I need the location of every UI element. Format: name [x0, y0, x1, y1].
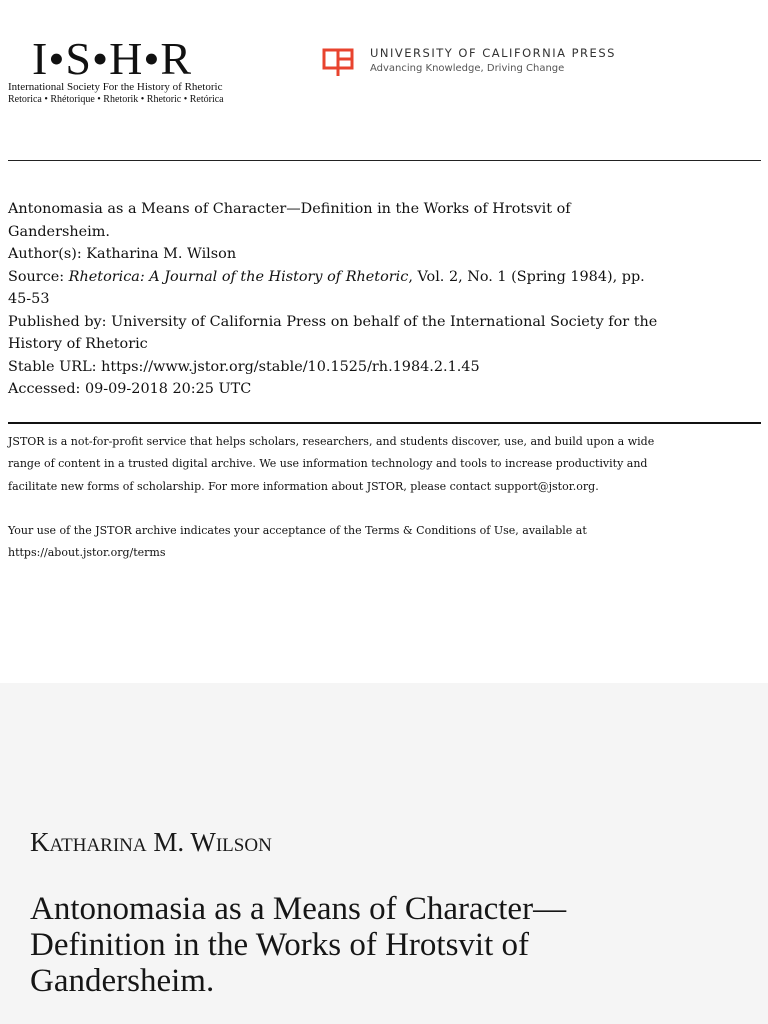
ishr-languages: Retorica • Rhétorique • Rhetorik • Rhetoric • Retórica — [8, 94, 224, 105]
terms-url[interactable]: https://about.jstor.org/terms — [8, 546, 166, 560]
header-divider — [8, 160, 761, 161]
notice-line: range of content in a trusted digital archive. We use information technology and tools to increase productivity and — [8, 457, 648, 471]
article-publisher: Published by: University of California Press on behalf of the International Society for the — [8, 313, 658, 330]
source-journal: Rhetorica: A Journal of the History of Rhetoric — [68, 268, 409, 285]
article-title-line: Antonomasia as a Means of Character—Definition in the Works of Hrotsvit of — [8, 201, 571, 217]
scan-title-line: Antonomasia as a Means of Character— — [30, 891, 567, 927]
article-source — [8, 266, 763, 289]
article-title-line: Gandersheim. — [8, 223, 110, 240]
ishr-mark: I•S•H•R — [32, 33, 193, 84]
notice-line: facilitate new forms of scholarship. For more information about JSTOR, please contact support@jstor.org. — [8, 479, 599, 493]
stable-url[interactable]: Stable URL: https://www.jstor.org/stable/10.1525/rh.1984.2.1.45 — [8, 358, 480, 375]
ucp-tagline: Advancing Knowledge, Driving Change — [370, 63, 565, 74]
citation-block — [8, 198, 763, 401]
accessed-date: Accessed: 09-09-2018 20:25 UTC — [8, 381, 252, 397]
ucp-book-icon — [322, 46, 354, 78]
article-publisher: History of Rhetoric — [8, 336, 148, 352]
terms-notice-line: Your use of the JSTOR archive indicates your acceptance of the Terms & Conditions of Use, available at — [8, 524, 587, 538]
source-pages: 45-53 — [8, 291, 50, 307]
ishr-society-name: International Society For the History of Rhetoric — [8, 81, 223, 93]
scan-title — [30, 891, 750, 999]
ishr-logo — [8, 33, 224, 106]
ucp-name: UNIVERSITY OF CALIFORNIA PRESS — [370, 46, 616, 60]
article-authors: Author(s): Katharina M. Wilson — [8, 246, 237, 262]
citation-divider — [8, 422, 761, 424]
scan-title-line: Definition in the Works of Hrotsvit of — [30, 927, 530, 963]
scan-author: Katharina M. Wilson — [30, 827, 272, 857]
notice-line: JSTOR is a not-for-profit service that helps scholars, researchers, and students discover, use, and build upon a wide — [8, 435, 655, 448]
scanned-first-page — [0, 683, 768, 1024]
source-details: , Vol. 2, No. 1 (Spring 1984), pp. — [408, 268, 645, 285]
source-label: Source: — [8, 268, 69, 285]
scan-title-line: Gandersheim. — [30, 963, 215, 999]
jstor-notice — [8, 431, 763, 565]
